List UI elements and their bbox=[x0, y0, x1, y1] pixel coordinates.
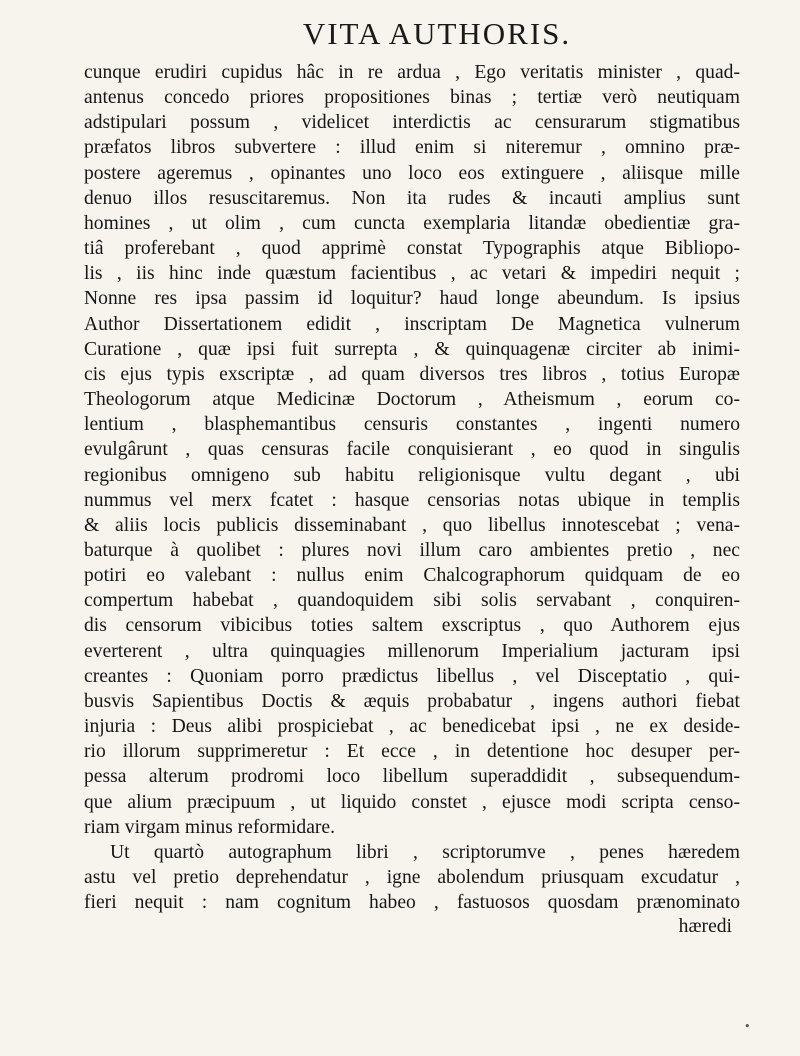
text-line: everterent , ultra quinquagies millenorum Imperialium jacturam ipsi bbox=[84, 640, 740, 662]
text-line: busvis Sapientibus Doctis & æquis probabatur , ingens authori fiebat bbox=[84, 690, 740, 712]
text-line: antenus concedo priores propositiones binas ; tertiæ verò neutiquam bbox=[84, 87, 740, 109]
text-line: pessa alterum prodromi loco libellum superaddidit , subsequendum- bbox=[84, 766, 740, 788]
text-line: potiri eo valebant : nullus enim Chalcographorum quidquam de eo bbox=[84, 565, 740, 587]
text-line: astu vel pretio deprehendatur , igne abolendum priusquam excudatur , bbox=[84, 867, 740, 888]
text-line: lis , iis hinc inde quæstum facientibus , ac vetari & impediri nequit ; bbox=[84, 263, 740, 285]
text-line: fieri nequit : nam cognitum habeo , fastuosos quosdam prænominato bbox=[84, 892, 740, 914]
text-line: cunque erudiri cupidus hâc in re ardua , Ego veritatis minister , quad- bbox=[84, 62, 740, 83]
text-line: creantes : Quoniam porro prædictus libellus , vel Disceptatio , qui- bbox=[84, 665, 740, 687]
text-line: compertum habebat , quandoquidem sibi solis servabant , conquiren- bbox=[84, 590, 740, 612]
text-line: Theologorum atque Medicinæ Doctorum , Atheismum , eorum co- bbox=[84, 389, 740, 411]
text-line: cis ejus typis exscriptæ , ad quam diversos tres libros , totius Europæ bbox=[84, 363, 740, 385]
body-text bbox=[84, 60, 740, 939]
text-line: rio illorum supprimeretur : Et ecce , in detentione hoc desuper per- bbox=[84, 741, 740, 763]
text-line: homines , ut olim , cum cuncta exemplaria litandæ obedientiæ gra- bbox=[84, 212, 740, 234]
text-line: postere ageremus , opinantes uno loco eos extinguere , aliisque mille bbox=[84, 162, 740, 184]
text-line: nummus vel merx fcatet : hasque censorias notas ubique in templis bbox=[84, 489, 740, 511]
text-line: Curatione , quæ ipsi fuit surrepta , & quinquagenæ circiter ab inimi- bbox=[84, 338, 740, 360]
text-line: & aliis locis publicis disseminabant , quo libellus innotescebat ; vena- bbox=[84, 514, 740, 536]
text-line: baturque à quolibet : plures novi illum caro ambientes pretio , nec bbox=[84, 539, 740, 561]
text-line: lentium , blasphemantibus censuris constantes , ingenti numero bbox=[84, 414, 740, 436]
signature-mark: • bbox=[744, 1020, 751, 1033]
text-line: tiâ proferebant , quod apprimè constat Typographis atque Bibliopo- bbox=[84, 238, 740, 260]
text-line: præfatos libros subvertere : illud enim si niteremur , omnino præ- bbox=[84, 137, 740, 159]
text-line: adstipulari possum , videlicet interdictis ac censurarum stigmatibus bbox=[84, 112, 740, 134]
text-line: injuria : Deus alibi prospiciebat , ac benedicebat ipsi , ne ex deside- bbox=[84, 716, 740, 738]
running-head: VITA AUTHORIS. bbox=[302, 16, 572, 51]
text-line-paragraph-end: riam virgam minus reformidare. bbox=[84, 816, 336, 838]
catchword: hæredi bbox=[678, 916, 732, 938]
text-line-paragraph-start: Ut quartò autographum libri , scriptorumve , penes hæredem bbox=[110, 841, 740, 863]
text-line: dis censorum vibicibus toties saltem exscriptus , quo Authorem ejus bbox=[84, 615, 740, 637]
text-line: Nonne res ipsa passim id loquitur? haud longe abeundum. Is ipsius bbox=[84, 288, 740, 310]
text-line: denuo illos resuscitaremus. Non ita rudes & incauti amplius sunt bbox=[84, 187, 740, 209]
text-line: que alium præcipuum , ut liquido constet , ejusce modi scripta censo- bbox=[84, 791, 740, 813]
text-line: Author Dissertationem edidit , inscriptam De Magnetica vulnerum bbox=[84, 313, 740, 335]
text-line: evulgârunt , quas censuras facile conquisierant , eo quod in singulis bbox=[84, 439, 740, 461]
text-line: regionibus omnigeno sub habitu religionisque vultu degant , ubi bbox=[84, 464, 740, 486]
